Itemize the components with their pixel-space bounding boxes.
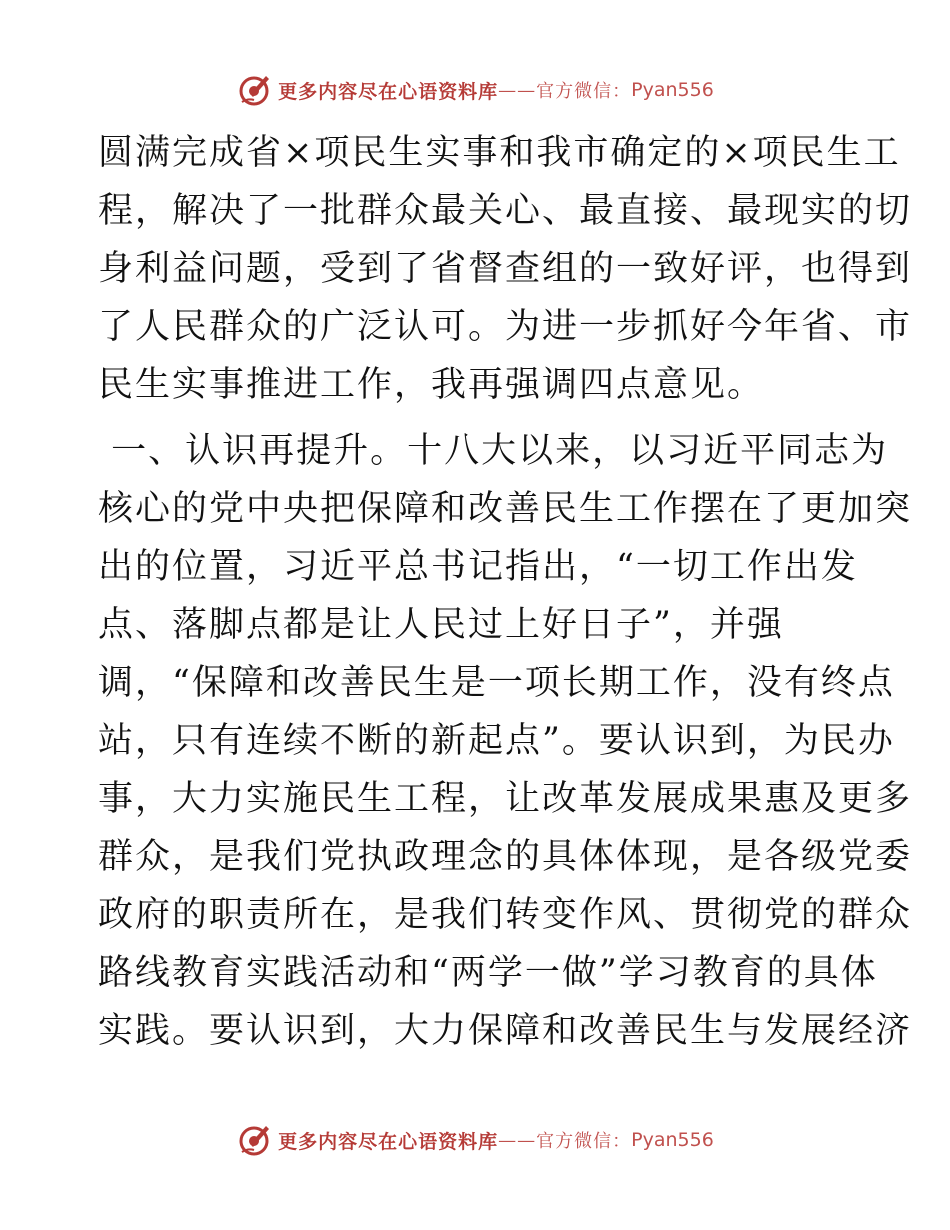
text-line: 站，只有连续不断的新起点”。要认识到，为民办 (98, 721, 895, 761)
logo-icon (236, 72, 272, 108)
text-line: 出的位置，习近平总书记指出，“一切工作出发 (98, 547, 858, 587)
logo-icon (236, 1122, 272, 1158)
watermark-id: Pyan556 (631, 1129, 714, 1151)
watermark-dash: —— (498, 79, 537, 101)
text-line: 身利益问题，受到了省督查组的一致好评，也得到 (98, 249, 913, 289)
text-line: 点、落脚点都是让人民过上好日子”，并强 (98, 605, 784, 645)
text-line: 路线教育实践活动和“两学一做”学习教育的具体 (98, 953, 878, 993)
text-line: 民生实事推进工作，我再强调四点意见。 (98, 365, 765, 405)
watermark-main-text: 更多内容尽在心语资料库 (278, 1130, 499, 1153)
paragraph (98, 422, 913, 1060)
watermark-main-text: 更多内容尽在心语资料库 (278, 80, 499, 103)
text-line: 实践。要认识到，大力保障和改善民生与发展经济 (98, 1011, 913, 1051)
text-line: 了人民群众的广泛认可。为进一步抓好今年省、市 (98, 307, 913, 347)
header-watermark (0, 70, 950, 110)
text-line: 群众，是我们党执政理念的具体体现，是各级党委 (98, 837, 913, 877)
text-line: 圆满完成省×项民生实事和我市确定的×项民生工 (98, 133, 901, 173)
watermark-sub-text: 官方微信： (536, 1131, 632, 1152)
text-line: 调，“保障和改善民生是一项长期工作，没有终点 (98, 663, 895, 703)
text-line: 政府的职责所在，是我们转变作风、贯彻党的群众 (98, 895, 913, 935)
text-line: 程，解决了一批群众最关心、最直接、最现实的切 (98, 191, 913, 231)
footer-watermark (0, 1120, 950, 1160)
document-body (98, 124, 913, 1060)
paragraph (98, 124, 913, 414)
text-line: 核心的党中央把保障和改善民生工作摆在了更加突 (98, 489, 913, 529)
watermark-id: Pyan556 (631, 79, 714, 101)
watermark-sub-text: 官方微信： (536, 81, 632, 102)
text-line: 一、认识再提升。十八大以来，以习近平同志为 (98, 431, 889, 471)
watermark-dash: —— (498, 1129, 537, 1151)
text-line: 事，大力实施民生工程，让改革发展成果惠及更多 (98, 779, 913, 819)
